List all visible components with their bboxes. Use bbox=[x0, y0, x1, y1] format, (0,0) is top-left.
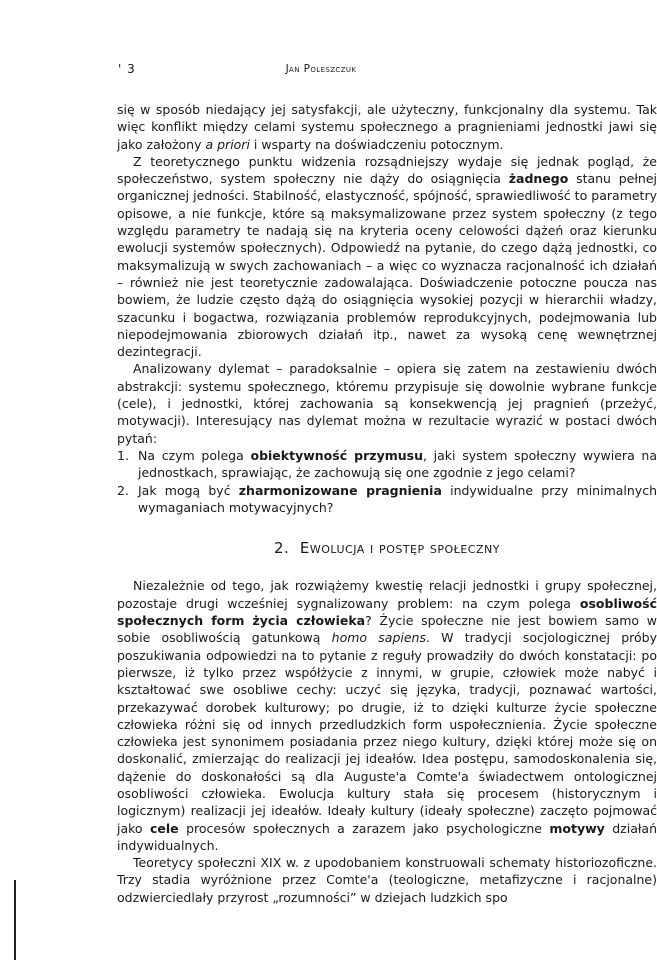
bold-term: motywy bbox=[549, 820, 605, 836]
text-run: Z teoretycznego punktu widzenia rozsądniejszy wydaje się jednak pogląd, że społeczeństwo, system społeczny nie dąży do osiągnięcia bbox=[117, 153, 657, 187]
paragraph-4 bbox=[117, 577, 657, 854]
bold-term: zharmonizowane pragnienia bbox=[238, 482, 442, 498]
margin-scan-mark bbox=[14, 880, 16, 960]
text-run: Niezależnie od tego, jak rozwiążemy kwestię relacji jednostki i grupy społecznej, pozostaje drugi wcześniej sygnalizowany problem: na czym polega bbox=[117, 578, 657, 611]
text-run: się w sposób niedający jej satysfakcji, ale użyteczny, funkcjonalny dla systemu. Tak więc konflikt między celami systemu społecznego a pragnieniami jednostki jawi się jako założony bbox=[117, 102, 657, 152]
text-run: i wsparty na doświadczeniu potocznym. bbox=[249, 136, 504, 152]
list-number: 2. bbox=[117, 482, 129, 498]
section-number: 2. bbox=[274, 539, 290, 558]
text-run: . W tradycji socjologicznej próby poszukiwania odpowiedzi na to pytanie z reguły prowadziły do dwóch konstatacji: po pierwsze, iż tylko przez współżycie z innymi, w grupie, człowiek może nabyć i kształtować swe osobliwe cechy: uczyć się języka, tradycji, poznawać wartości, przekazywać dorobek kulturowy; po drugie, iż to dzięki kulturze życie społeczne człowieka różni się od innych przedludzkich form uspołecznienia. Życie społeczne człowieka jest synonimem posiadania przez niego kultury, dzięki której może się on doskonalić, zmierzając do realizacji jej ideałów. Idea postępu, samodoskonalenia się, dążenie do doskonałości są dla Auguste'a Comte'a świadectwem ontologicznej osobliwości człowieka. Ewolucja kultury stała się procesem (historycznym i logicznym) realizacji jej ideałów. Ideały kultury (ideały społeczne) zaczęto pojmować jako bbox=[117, 630, 657, 836]
text-run: Jak mogą być bbox=[138, 482, 239, 498]
section-heading bbox=[117, 540, 657, 557]
list-item bbox=[117, 447, 657, 482]
italic-term: homo sapiens bbox=[331, 630, 426, 646]
body-text bbox=[117, 101, 657, 906]
bold-term: żadnego bbox=[508, 171, 569, 187]
paragraph-1 bbox=[117, 101, 657, 153]
text-run: procesów społecznych a zarazem jako psychologiczne bbox=[178, 820, 550, 836]
section-title: Ewolucja i postęp społeczny bbox=[299, 539, 500, 558]
bold-term: cele bbox=[150, 820, 179, 836]
list-number: 1. bbox=[117, 447, 129, 463]
paragraph-5: Teoretycy społeczni XIX w. z upodobaniem konstruowali schematy historiozoficzne. Trzy stadia wyróżnione przez Comte'a (teologiczne, metafizyczne i racjonalne) odzwierciedlały przyrost „rozumności” w dziejach ludzkich spo bbox=[117, 855, 657, 905]
page-number: ' 3 bbox=[118, 62, 136, 76]
text-run: działań indywidualnych. bbox=[117, 820, 657, 853]
text-run: indywidualne przy minimalnych wymaganiach motywacyjnych? bbox=[138, 482, 657, 515]
text-run: stanu pełnej organicznej jedności. Stabilność, elastyczność, spójność, sprawiedliwość to parametry opisowe, a nie funkcje, które są maksymalizowane przez system społeczny (z tego względu parametry te nadają się na kryteria oceny celowości dążeń oraz kierunku ewolucji systemów społecznych). Odpowiedź na pytanie, do czego dążą jednostki, co maksymalizują w swych zachowaniach – a więc co wyznacza racjonalność ich działań – również nie jest teoretycznie zadowalająca. Doświadczenie potoczne poucza nas bowiem, że ludzie często dążą do osiągnięcia wysokiej pozycji w hierarchii władzy, szacunku i bogactwa, rozwiązania problemów reprodukcyjnych, podejmowania lub niepodejmowania zbiorowych działań itp., nawet za wysoką cenę wewnętrznej dezintegracji. bbox=[117, 171, 657, 360]
paragraph-2 bbox=[117, 153, 657, 361]
list-item bbox=[117, 482, 657, 517]
text-run: Na czym polega bbox=[138, 447, 251, 463]
italic-term: a priori bbox=[205, 136, 250, 152]
paragraph-3: Analizowany dylemat – paradoksalnie – opiera się zatem na zestawieniu dwóch abstrakcji: systemu społecznego, któremu przypisuje się dowolnie wybrane funkcje (cele), i jednostki, której zachowania są konsekwencją jej pragnień (przeżyć, motywacji). Interesujący nas dylemat można w rezultacie wyrazić w postaci dwóch pytań: bbox=[117, 361, 657, 446]
bold-term: osobliwość społecznych form życia człowieka bbox=[117, 595, 657, 629]
running-head: Jan Poleszczuk bbox=[285, 63, 357, 75]
question-list bbox=[117, 447, 657, 516]
bold-term: obiektywność przymusu bbox=[250, 447, 423, 463]
text-run: ? Życie społeczne nie jest bowiem samo w sobie osobliwością gatunkową bbox=[117, 613, 657, 646]
text-run: , jaki system społeczny wywiera na jednostkach, sprawiając, że zachowują się one zgodnie z jego celami? bbox=[138, 447, 657, 481]
